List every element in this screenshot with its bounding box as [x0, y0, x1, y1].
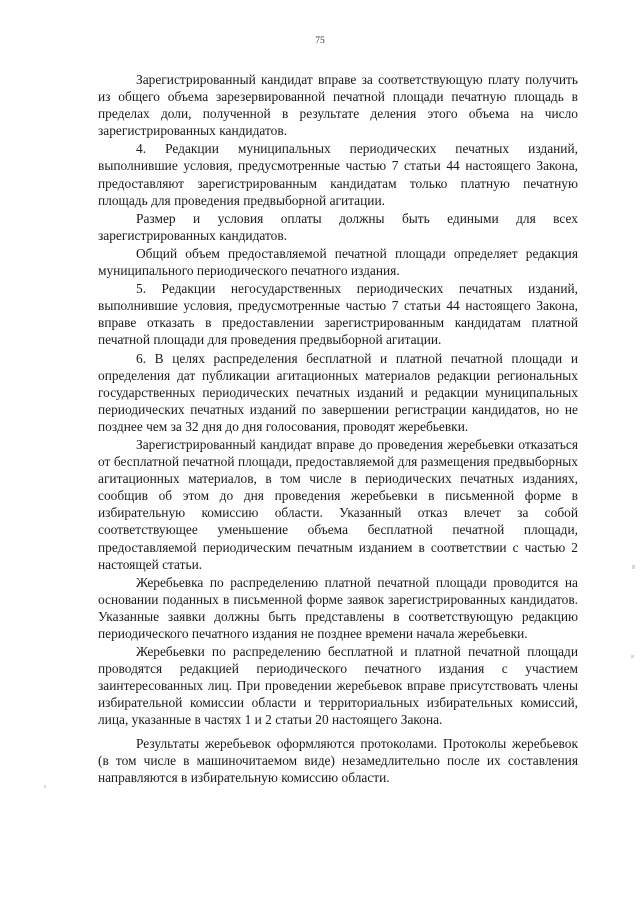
page-number: 75 — [315, 36, 325, 46]
scan-mark — [631, 655, 634, 658]
scan-mark — [632, 565, 635, 569]
scan-mark — [44, 785, 46, 788]
paragraph: Зарегистрированный кандидат вправе до проведения жеребьевки отказаться от бесплатной печатной площади, предоставляемой для размещения предвыборных агитационных материалов, в том числе в периодических печатных изданиях, сообщив об этом до дня проведения жеребьевки в письменной форме в избирательную комиссию области. Указанный отказ влечет за собой соответствующее уменьшение объема бесплатной печатной площади, предоставляемой периодическим печатным изданием в соответствии с частью 2 настоящей статьи. — [98, 436, 578, 572]
paragraph: Жеребьевки по распределению бесплатной и платной печатной площади проводятся редакцией периодического печатного издания с участием заинтересованных лиц. При проведении жеребьевок вправе присутствовать члены избирательной комиссии области и территориальных избирательных комиссий, лица, указанные в частях 1 и 2 статьи 20 настоящего Закона. — [98, 644, 578, 728]
paragraph: Размер и условия оплаты должны быть едиными для всех зарегистрированных кандидатов. — [98, 210, 578, 243]
paragraph: 4. Редакции муниципальных периодических печатных изданий, выполнившие условия, предусмотренные частью 7 статьи 44 настоящего Закона, предоставляют зарегистрированным кандидатам только платную печатную площадь для проведения предвыборной агитации. — [98, 141, 578, 208]
paragraph: 5. Редакции негосударственных периодических печатных изданий, выполнившие условия, предусмотренные частью 7 статьи 44 настоящего Закона, вправе отказать в предоставлении зарегистрированным кандидатам платной печатной площади для проведения предвыборной агитации. — [98, 281, 578, 348]
body-text — [98, 71, 578, 786]
paragraph: Жеребьевка по распределению платной печатной площади проводится на основании поданных в письменной форме заявок зарегистрированных кандидатов. Указанные заявки должны быть представлены в соответствующую редакцию периодического печатного издания не позднее времени начала жеребьевки. — [98, 574, 578, 641]
paragraph: 6. В целях распределения бесплатной и платной печатной площади и определения дат публикации агитационных материалов редакции региональных государственных периодических печатных изданий и редакции муниципальных периодических печатных изданий по завершении регистрации кандидатов, но не позднее чем за 32 дня до дня голосования, проводят жеребьевки. — [98, 350, 578, 434]
paragraph: Общий объем предоставляемой печатной площади определяет редакция муниципального периодического печатного издания. — [98, 245, 578, 279]
paragraph: Результаты жеребьевок оформляются протоколами. Протоколы жеребьевок (в том числе в машиночитаемом виде) незамедлительно после их составления направляются в избирательную комиссию области. — [98, 735, 578, 785]
paragraph: Зарегистрированный кандидат вправе за соответствующую плату получить из общего объема зарезервированной печатной площади печатную площадь в пределах доли, полученной в результате деления этого объема на число зарегистрированных кандидатов. — [98, 72, 578, 139]
